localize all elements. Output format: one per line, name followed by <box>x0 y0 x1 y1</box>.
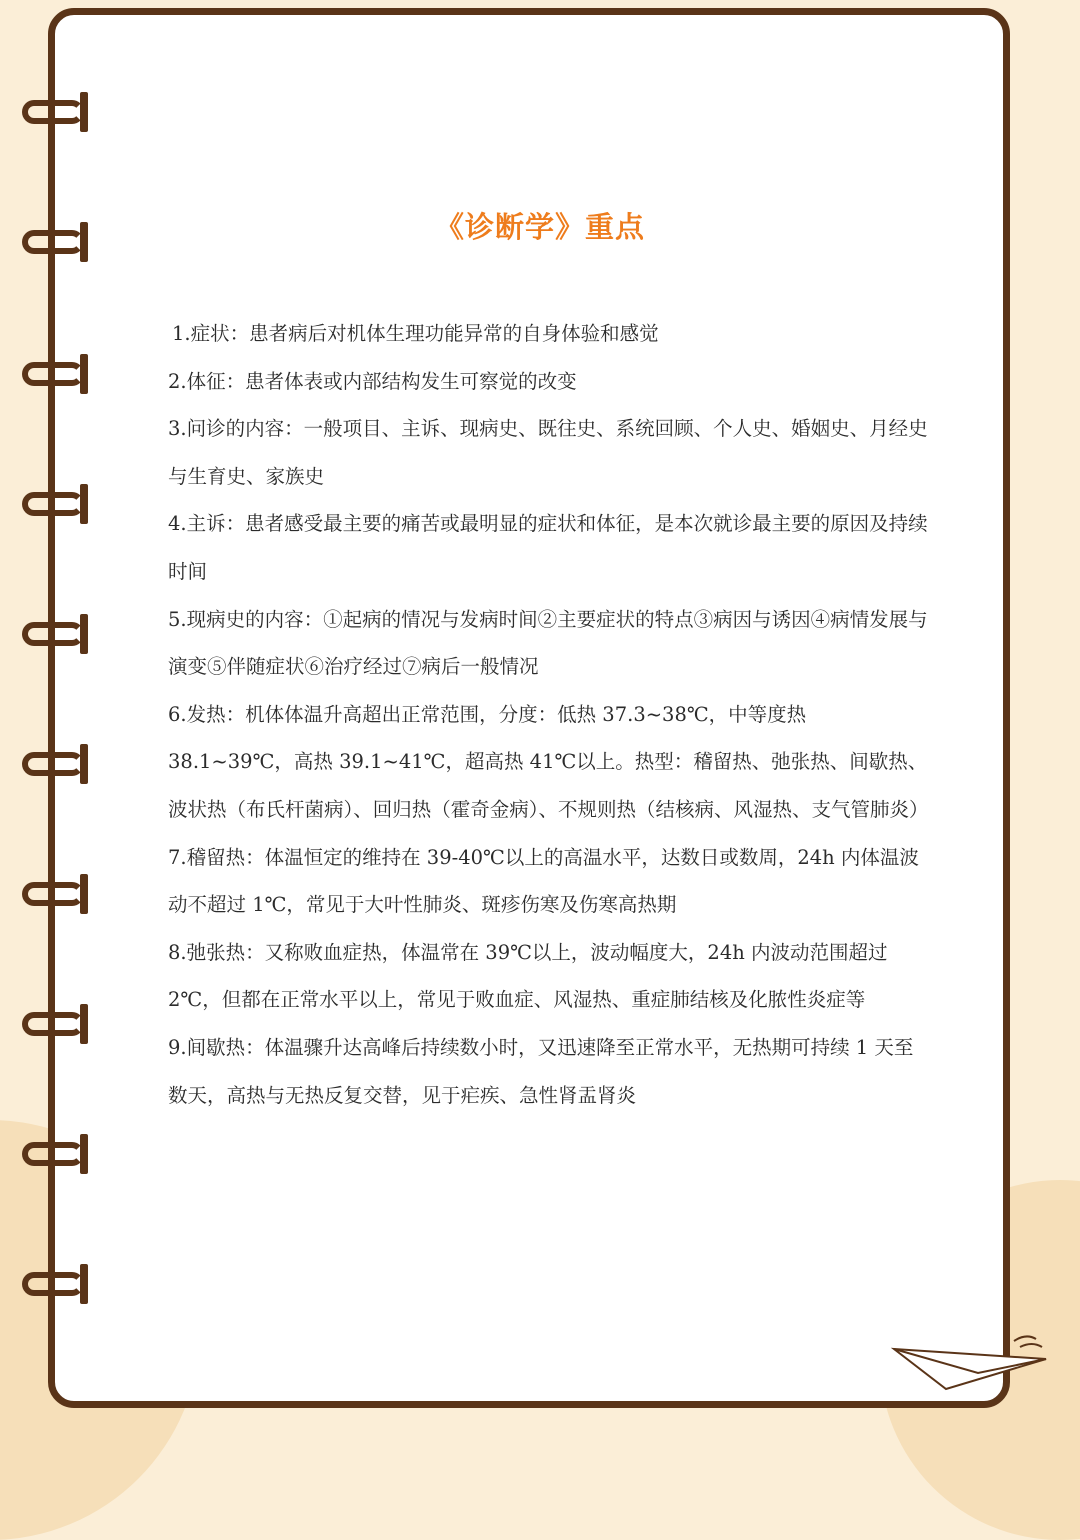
note-item: 2.体征：患者体表或内部结构发生可察觉的改变 <box>168 369 577 393</box>
binder-ring-icon <box>22 492 88 522</box>
binder-ring-icon <box>22 752 88 782</box>
note-item: 8.弛张热：又称败血症热，体温常在 39℃以上，波动幅度大，24h 内波动范围超过 2℃，但都在正常水平以上，常见于败血症、风湿热、重症肺结核及化脓性炎症等 <box>168 940 888 1012</box>
note-item: 3.问诊的内容：一般项目、主诉、现病史、既往史、系统回顾、个人史、婚姻史、月经史与生育史、家族史 <box>168 417 928 488</box>
note-item: 7.稽留热：体温恒定的维持在 39-40℃以上的高温水平，达数日或数周，24h 内体温波动不超过 1℃，常见于大叶性肺炎、斑疹伤寒及伤寒高热期 <box>168 845 919 917</box>
binder-ring-icon <box>22 1272 88 1302</box>
binder-ring-icon <box>22 100 88 130</box>
paper-plane-icon <box>886 1331 1056 1391</box>
notes-content <box>168 310 928 1119</box>
note-item: 6.发热：机体体温升高超出正常范围，分度：低热 37.3~38℃，中等度热 38.1~39℃，高热 39.1~41℃，超高热 41℃以上。热型：稽留热、弛张热、间歇热、波状热（布氏杆菌病）、回归热（霍奇金病）、不规则热（结核病、风湿热、支气管肺炎） <box>168 702 929 821</box>
note-item: 9.间歇热：体温骤升达高峰后持续数小时，又迅速降至正常水平，无热期可持续 1 天至数天，高热与无热反复交替，见于疟疾、急性肾盂肾炎 <box>168 1035 914 1107</box>
binder-ring-icon <box>22 1142 88 1172</box>
binder-ring-icon <box>22 362 88 392</box>
binder-ring-icon <box>22 622 88 652</box>
binder-ring-icon <box>22 1012 88 1042</box>
page-title: 《诊断学》重点 <box>434 210 645 244</box>
binder-ring-icon <box>22 882 88 912</box>
note-item: 1.症状：患者病后对机体生理功能异常的自身体验和感觉 <box>172 322 659 345</box>
note-item: 5.现病史的内容：①起病的情况与发病时间②主要症状的特点③病因与诱因④病情发展与演变⑤伴随症状⑥治疗经过⑦病后一般情况 <box>168 607 928 679</box>
note-item: 4.主诉：患者感受最主要的痛苦或最明显的症状和体征，是本次就诊最主要的原因及持续时间 <box>168 512 928 583</box>
